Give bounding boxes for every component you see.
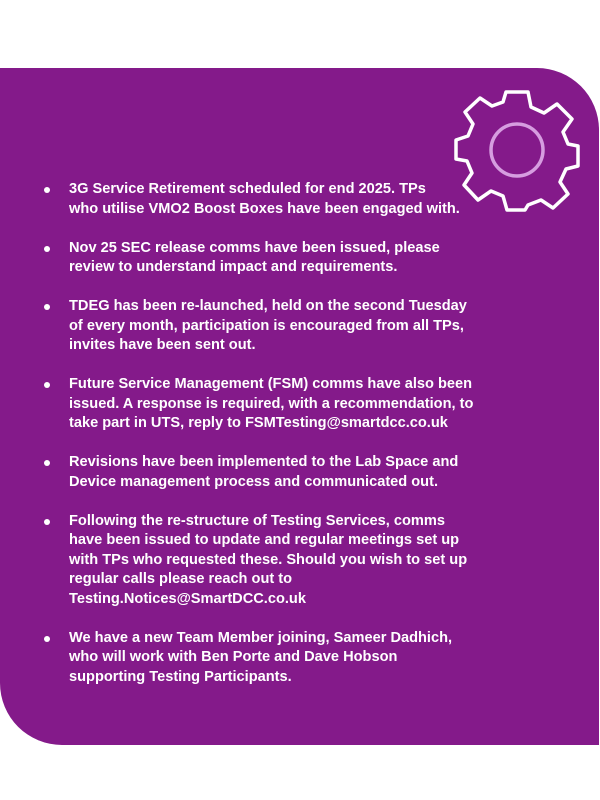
bullet-icon <box>44 246 50 252</box>
bullet-text: Nov 25 SEC release comms have been issued, please review to understand impact and requirements. <box>69 239 440 275</box>
bullet-text: 3G Service Retirement scheduled for end 2025. TPs who utilise VMO2 Boost Boxes have been engaged with. <box>69 181 460 217</box>
bullet-text: TDEG has been re-launched, held on the second Tuesday of every month, participation is encouraged from all TPs, invites have been sent out. <box>69 298 467 353</box>
update-bullet-list <box>44 180 494 707</box>
bullet-icon <box>44 382 50 388</box>
bullet-text: Revisions have been implemented to the Lab Space and Device management process and communicated out. <box>69 454 459 490</box>
list-item <box>44 180 494 219</box>
bullet-icon <box>44 636 50 642</box>
bullet-icon <box>44 304 50 310</box>
bullet-text: Following the re-structure of Testing Services, comms have been issued to update and regular meetings set up with TPs who requested these. Should you wish to set up regular calls please reach out to Testing.Notices@SmartDCC.co.uk <box>69 512 468 607</box>
bullet-text: Future Service Management (FSM) comms have also been issued. A response is required, with a recommendation, to take part in UTS, reply to FSMTesting@smartdcc.co.uk <box>69 376 474 431</box>
list-item <box>44 239 494 278</box>
list-item <box>44 375 494 434</box>
list-item <box>44 297 494 356</box>
list-item <box>44 453 494 492</box>
list-item <box>44 512 494 610</box>
bullet-text: We have a new Team Member joining, Sameer Dadhich, who will work with Ben Porte and Dave Hobson supporting Testing Participants. <box>69 629 453 685</box>
bullet-icon <box>44 519 50 525</box>
list-item <box>44 629 494 688</box>
bullet-icon <box>44 460 50 466</box>
bullet-icon <box>44 187 50 193</box>
